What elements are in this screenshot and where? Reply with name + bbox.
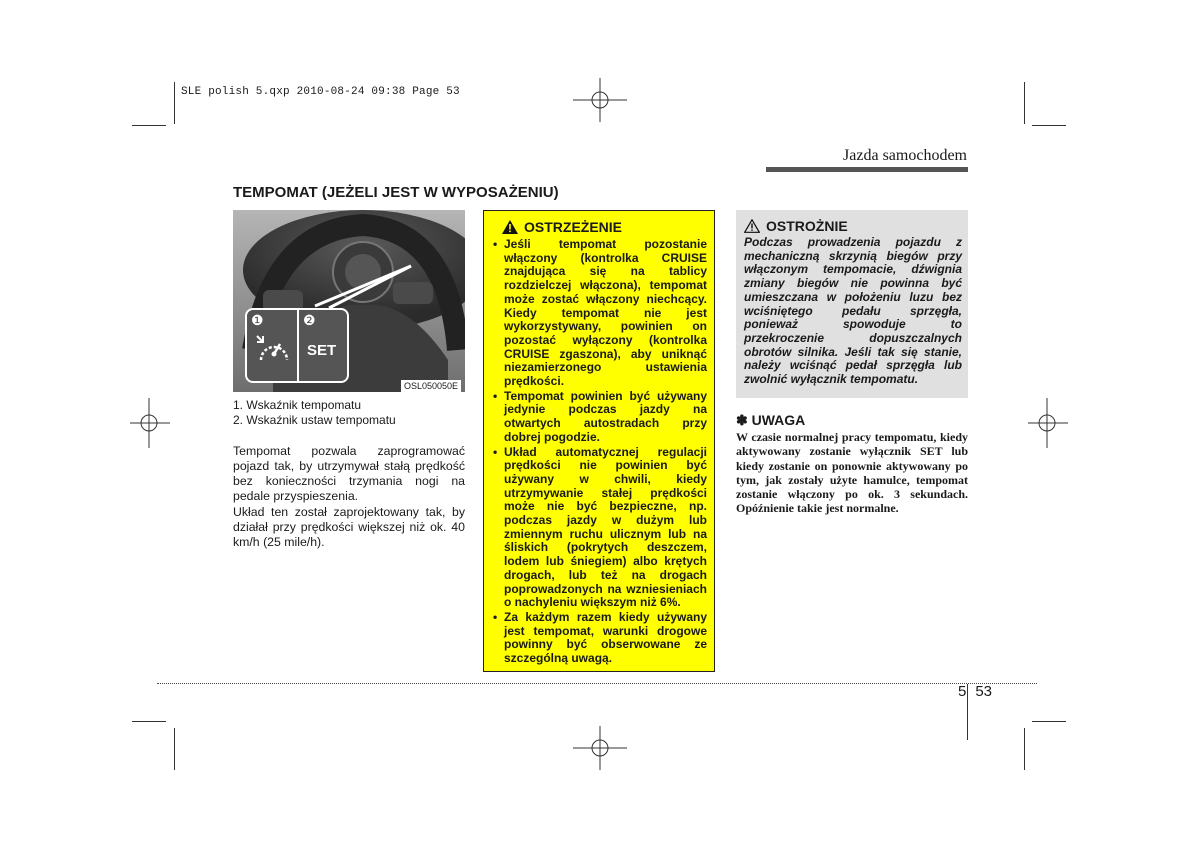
warning-item: • Jeśli tempomat pozostanie włączony (kontrolka CRUISE znajdująca się na tablicy rozdzielczej włączona), tempomat może zostać włączony niechcący. Kiedy tempomat nie jest wykorzystywany, powinien on pozostać wyłączony (kontrolka CRUISE zgaszona), aby uniknąć niezamierzonego ustawienia prędkości. <box>504 238 707 389</box>
page-number-value: 53 <box>975 683 993 700</box>
warning-item: • Tempomat powinien być używany jedynie podczas jazdy na otwartych autostradach przy dobrej pogodzie. <box>504 390 707 445</box>
caution-text: Podczas prowadzenia pojazdu z mechaniczną skrzynią biegów przy włączonym tempomacie, dźwignia zmiany biegów nie powinna być umieszczana w położeniu luzu bez wciśniętego pedału sprzęgła, ponieważ spowoduje to przekroczenie dopuszczalnych obrotów silnika. Jeśli tak się stanie, należy wciśnąć pedał sprzęgła lub zwolnić wyłącznik tempomatu. <box>744 235 962 387</box>
body-text <box>233 444 465 551</box>
footer-rule <box>157 683 1037 684</box>
paragraph: Układ ten został zaprojektowany tak, by działał przy prędkości większej niż ok. 40 km/h (25 mile/h). <box>233 505 465 549</box>
marker-1: ❶ <box>251 312 264 328</box>
cruise-indicator-icon <box>255 332 293 368</box>
note-text: W czasie normalnej pracy tempomatu, kiedy aktywowany zostanie wyłącznik SET lub kiedy zostanie on ponownie aktywowany po tym, jak zostały użyte hamulce, tempomat zostanie włączony po ok. 3 sekundach. Opóźnienie takie jest normalne. <box>736 430 968 516</box>
caution-box <box>736 210 968 398</box>
warning-title: OSTRZEŻENIE <box>524 219 623 235</box>
caption-1: 1. Wskaźnik tempomatu <box>233 398 362 412</box>
warning-item: • Układ automatycznej regulacji prędkości nie powinien być używany w chwili, kiedy utrzymywanie stałej prędkości może nie być bezpieczne, np. podczas jazdy w dużym lub zmiennym ruchu ulicznym lub na śliskich (pokrytych deszczem, lodem lub śniegiem) albo krętych drogach, lub też na drogach poprowadzonych na wzniesieniach o nachyleniu większym niż 6%. <box>504 446 707 610</box>
warning-item: • Za każdym razem kiedy używany jest tempomat, warunki drogowe powinny być obserwowane ze szczególną uwagą. <box>504 611 707 666</box>
marker-2: ❷ <box>303 312 316 328</box>
registration-mark-left <box>130 398 170 448</box>
print-slug: SLE polish 5.qxp 2010-08-24 09:38 Page 53 <box>181 86 460 98</box>
note-title: ✽ UWAGA <box>736 412 806 428</box>
warning-list <box>492 238 707 666</box>
steering-wheel-photo <box>233 210 465 392</box>
registration-mark-right <box>1028 398 1068 448</box>
paragraph: Tempomat pozwala zaprogramować pojazd tak, by utrzymywał stałą prędkość bez konieczności trzymania nogi na pedale przyspieszenia. <box>233 444 465 503</box>
caution-heading <box>744 218 962 234</box>
section-title: Jazda samochodem <box>843 147 967 164</box>
page-number <box>958 683 992 700</box>
warning-heading <box>502 219 707 235</box>
indicator-panel <box>245 308 349 383</box>
warning-triangle-icon <box>502 220 518 234</box>
warning-box <box>483 210 715 672</box>
caption-2: 2. Wskaźnik ustaw tempomatu <box>233 413 396 427</box>
set-indicator-label: SET <box>307 342 337 359</box>
section-bar <box>766 167 968 172</box>
chapter-number: 5 <box>958 683 967 700</box>
figure-captions <box>233 398 465 428</box>
caution-triangle-icon <box>744 219 760 233</box>
registration-mark-bottom <box>573 726 627 770</box>
photo-code: OSL050050E <box>401 380 461 392</box>
caution-title: OSTROŻNIE <box>766 218 848 234</box>
page-heading: TEMPOMAT (JEŻELI JEST W WYPOSAŻENIU) <box>233 184 559 201</box>
registration-mark-top <box>573 78 627 122</box>
